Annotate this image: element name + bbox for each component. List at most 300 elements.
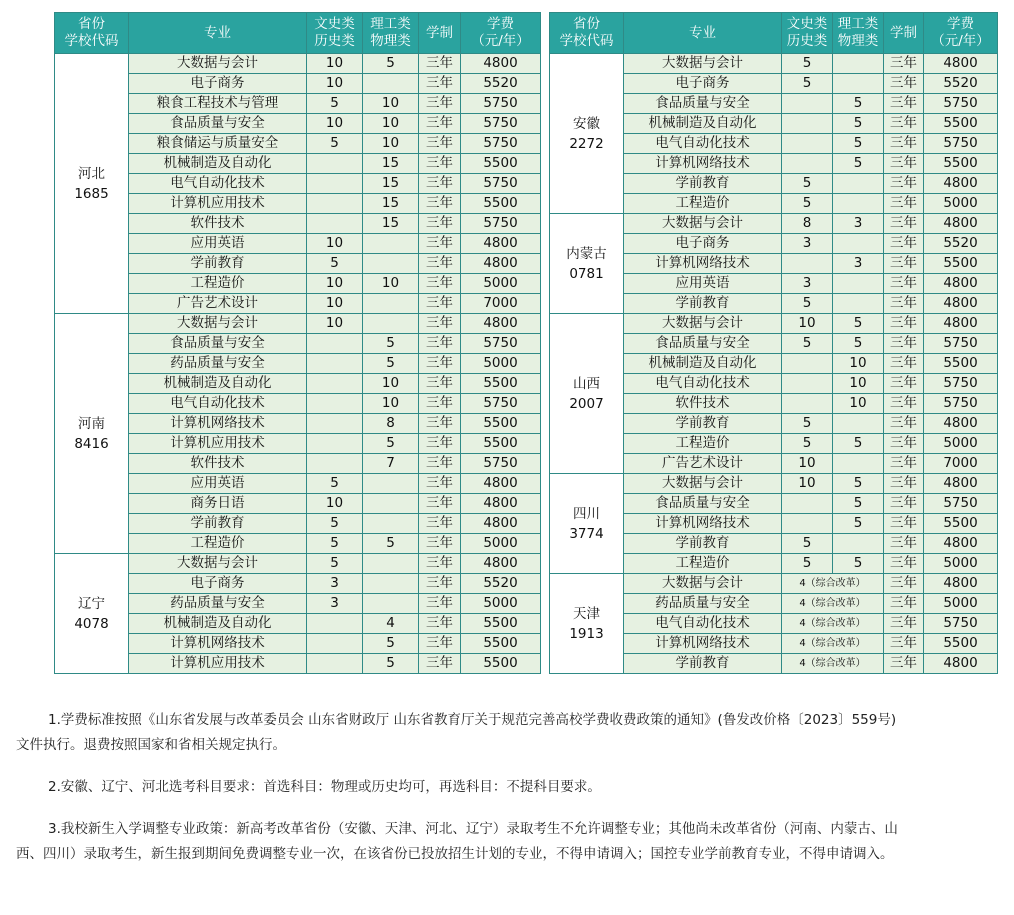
header-province: 省份 学校代码 [55,13,129,54]
major-cell: 机械制造及自动化 [624,114,782,134]
duration-cell: 三年 [884,154,924,174]
major-cell: 广告艺术设计 [624,454,782,474]
province-name: 四川 [573,505,600,522]
province-cell [55,54,129,314]
tuition-cell: 4800 [924,474,998,494]
major-cell: 学前教育 [624,294,782,314]
major-cell: 电气自动化技术 [624,614,782,634]
tuition-cell: 4800 [924,54,998,74]
duration-cell: 三年 [419,374,461,394]
duration-cell: 三年 [419,574,461,594]
duration-cell: 三年 [419,554,461,574]
duration-cell: 三年 [884,214,924,234]
tuition-cell: 5500 [924,154,998,174]
duration-cell: 三年 [884,614,924,634]
tuition-cell: 5750 [461,334,541,354]
province-name: 天津 [573,605,600,622]
arts-quota-cell [782,354,833,374]
major-cell: 大数据与会计 [624,54,782,74]
arts-quota-cell: 10 [307,234,363,254]
duration-cell: 三年 [884,554,924,574]
tuition-cell: 5520 [924,74,998,94]
science-quota-cell [363,234,419,254]
science-quota-cell: 5 [833,134,884,154]
science-quota-cell: 10 [363,374,419,394]
duration-cell: 三年 [419,414,461,434]
major-cell: 药品质量与安全 [129,594,307,614]
major-cell: 软件技术 [129,454,307,474]
science-quota-cell: 15 [363,194,419,214]
tuition-cell: 5500 [924,114,998,134]
tuition-cell: 5500 [461,414,541,434]
tuition-cell: 5000 [924,554,998,574]
major-cell: 软件技术 [624,394,782,414]
province-cell [550,54,624,214]
major-cell: 大数据与会计 [624,574,782,594]
arts-quota-cell: 10 [307,494,363,514]
science-quota-cell [833,74,884,94]
arts-quota-cell: 5 [307,554,363,574]
major-cell: 食品质量与安全 [129,114,307,134]
major-cell: 大数据与会计 [624,314,782,334]
duration-cell: 三年 [884,114,924,134]
tuition-cell: 5750 [461,174,541,194]
major-cell: 粮食工程技术与管理 [129,94,307,114]
tuition-cell: 5520 [924,234,998,254]
major-cell: 大数据与会计 [624,214,782,234]
science-quota-cell: 5 [363,534,419,554]
tuition-cell: 5500 [461,194,541,214]
tuition-cell: 4800 [924,274,998,294]
duration-cell: 三年 [884,354,924,374]
science-quota-cell: 10 [363,94,419,114]
tuition-cell: 5000 [924,194,998,214]
arts-quota-cell: 5 [782,554,833,574]
tuition-cell: 5500 [924,634,998,654]
science-quota-cell: 4 [363,614,419,634]
science-quota-cell [363,594,419,614]
major-cell: 学前教育 [624,654,782,674]
school-code: 8416 [74,435,109,452]
province-name: 河北 [78,165,105,182]
major-cell: 机械制造及自动化 [624,354,782,374]
header-science: 理工类 物理类 [833,13,884,54]
province-name: 内蒙古 [566,245,607,262]
major-cell: 计算机网络技术 [129,634,307,654]
notes-section [16,708,901,884]
major-cell: 食品质量与安全 [129,334,307,354]
tuition-cell: 5750 [924,614,998,634]
school-code: 3774 [569,525,604,542]
quota-cell: 4（综合改革） [782,634,884,654]
science-quota-cell: 5 [363,434,419,454]
arts-quota-cell [782,114,833,134]
tuition-cell: 4800 [461,494,541,514]
duration-cell: 三年 [884,294,924,314]
province-cell [550,574,624,674]
duration-cell: 三年 [884,534,924,554]
science-quota-cell [833,234,884,254]
table-row [55,314,541,334]
tuition-cell: 4800 [924,414,998,434]
major-cell: 计算机网络技术 [624,254,782,274]
arts-quota-cell [782,94,833,114]
arts-quota-cell: 5 [782,434,833,454]
science-quota-cell [363,474,419,494]
header-arts: 文史类 历史类 [307,13,363,54]
note-tuition-standard: 1.学费标准按照《山东省发展与改革委员会 山东省财政厅 山东省教育厅关于规范完善高校学费收费政策的通知》(鲁发改价格〔2023〕559号)文件执行。退费按照国家和省相关规定执行。 [16,712,897,753]
duration-cell: 三年 [884,174,924,194]
duration-cell: 三年 [884,274,924,294]
arts-quota-cell: 10 [307,314,363,334]
arts-quota-cell [307,394,363,414]
duration-cell: 三年 [419,534,461,554]
arts-quota-cell [307,374,363,394]
tuition-cell: 4800 [924,574,998,594]
major-cell: 工程造价 [129,534,307,554]
tuition-cell: 5750 [924,374,998,394]
duration-cell: 三年 [884,494,924,514]
arts-quota-cell: 5 [307,94,363,114]
duration-cell: 三年 [419,114,461,134]
science-quota-cell [363,294,419,314]
major-cell: 机械制造及自动化 [129,614,307,634]
arts-quota-cell: 3 [782,274,833,294]
table-row [550,314,998,334]
arts-quota-cell: 3 [307,574,363,594]
science-quota-cell [363,494,419,514]
arts-quota-cell [782,374,833,394]
tuition-cell: 5750 [461,454,541,474]
duration-cell: 三年 [884,54,924,74]
tuition-cell: 5750 [461,394,541,414]
science-quota-cell [833,194,884,214]
science-quota-cell [833,454,884,474]
duration-cell: 三年 [419,214,461,234]
major-cell: 大数据与会计 [129,314,307,334]
science-quota-cell: 10 [833,374,884,394]
tuition-cell: 5500 [461,154,541,174]
duration-cell: 三年 [884,574,924,594]
major-cell: 电气自动化技术 [129,174,307,194]
arts-quota-cell [307,454,363,474]
major-cell: 电子商务 [624,74,782,94]
science-quota-cell: 10 [363,274,419,294]
province-cell [550,314,624,474]
science-quota-cell [833,414,884,434]
arts-quota-cell [782,154,833,174]
science-quota-cell: 5 [833,434,884,454]
arts-quota-cell: 5 [307,474,363,494]
table-row [550,474,998,494]
header-major: 专业 [624,13,782,54]
major-cell: 食品质量与安全 [624,94,782,114]
major-cell: 机械制造及自动化 [129,374,307,394]
major-cell: 学前教育 [129,514,307,534]
enrollment-table-right [549,12,998,674]
tuition-cell: 4800 [924,654,998,674]
header-duration: 学制 [884,13,924,54]
duration-cell: 三年 [419,634,461,654]
province-name: 辽宁 [78,595,105,612]
duration-cell: 三年 [884,134,924,154]
left-table-body [55,54,541,674]
arts-quota-cell [307,414,363,434]
science-quota-cell: 5 [363,334,419,354]
tuition-cell: 7000 [924,454,998,474]
science-quota-cell [833,174,884,194]
major-cell: 商务日语 [129,494,307,514]
science-quota-cell: 3 [833,214,884,234]
duration-cell: 三年 [884,454,924,474]
science-quota-cell [363,514,419,534]
duration-cell: 三年 [884,194,924,214]
province-name: 山西 [573,375,600,392]
quota-cell: 4（综合改革） [782,574,884,594]
school-code: 4078 [74,615,109,632]
major-cell: 电气自动化技术 [624,134,782,154]
arts-quota-cell [307,154,363,174]
major-cell: 工程造价 [129,274,307,294]
duration-cell: 三年 [884,634,924,654]
quota-cell: 4（综合改革） [782,614,884,634]
arts-quota-cell [307,434,363,454]
duration-cell: 三年 [419,134,461,154]
duration-cell: 三年 [884,514,924,534]
arts-quota-cell: 8 [782,214,833,234]
major-cell: 工程造价 [624,434,782,454]
header-tuition: 学费 （元/年） [924,13,998,54]
province-cell [550,474,624,574]
major-cell: 电气自动化技术 [624,374,782,394]
science-quota-cell: 10 [833,394,884,414]
duration-cell: 三年 [884,654,924,674]
tuition-cell: 5500 [461,614,541,634]
tuition-cell: 4800 [461,474,541,494]
major-cell: 学前教育 [129,254,307,274]
tuition-cell: 5000 [461,594,541,614]
arts-quota-cell: 10 [307,294,363,314]
tuition-cell: 5000 [461,274,541,294]
science-quota-cell [363,554,419,574]
major-cell: 药品质量与安全 [624,594,782,614]
header-arts: 文史类 历史类 [782,13,833,54]
duration-cell: 三年 [884,374,924,394]
arts-quota-cell: 5 [782,534,833,554]
major-cell: 大数据与会计 [624,474,782,494]
major-cell: 广告艺术设计 [129,294,307,314]
header-science: 理工类 物理类 [363,13,419,54]
tuition-cell: 4800 [461,554,541,574]
duration-cell: 三年 [419,94,461,114]
arts-quota-cell: 5 [782,54,833,74]
duration-cell: 三年 [419,594,461,614]
quota-cell: 4（综合改革） [782,654,884,674]
major-cell: 工程造价 [624,194,782,214]
duration-cell: 三年 [419,274,461,294]
duration-cell: 三年 [884,434,924,454]
duration-cell: 三年 [419,514,461,534]
arts-quota-cell: 10 [307,54,363,74]
science-quota-cell: 10 [363,394,419,414]
major-cell: 药品质量与安全 [129,354,307,374]
duration-cell: 三年 [419,614,461,634]
school-code: 2272 [569,135,604,152]
header-major: 专业 [129,13,307,54]
science-quota-cell [363,314,419,334]
arts-quota-cell [307,334,363,354]
major-cell: 机械制造及自动化 [129,154,307,174]
major-cell: 大数据与会计 [129,554,307,574]
science-quota-cell: 15 [363,154,419,174]
tuition-cell: 5750 [924,134,998,154]
tuition-cell: 5000 [461,534,541,554]
arts-quota-cell: 10 [307,274,363,294]
science-quota-cell: 10 [363,114,419,134]
science-quota-cell: 5 [833,114,884,134]
major-cell: 大数据与会计 [129,54,307,74]
major-cell: 电子商务 [129,574,307,594]
major-cell: 计算机网络技术 [624,634,782,654]
major-cell: 粮食储运与质量安全 [129,134,307,154]
major-cell: 电气自动化技术 [129,394,307,414]
science-quota-cell [363,74,419,94]
duration-cell: 三年 [419,494,461,514]
arts-quota-cell: 10 [782,314,833,334]
major-cell: 应用英语 [624,274,782,294]
tuition-cell: 5500 [924,254,998,274]
major-cell: 计算机应用技术 [129,654,307,674]
tuition-cell: 5500 [461,434,541,454]
right-table-body [550,54,998,674]
school-code: 0781 [569,265,604,282]
duration-cell: 三年 [884,394,924,414]
science-quota-cell: 5 [833,554,884,574]
arts-quota-cell [782,514,833,534]
science-quota-cell: 5 [363,634,419,654]
table-row [55,54,541,74]
arts-quota-cell [307,634,363,654]
tuition-cell: 5500 [461,634,541,654]
science-quota-cell: 5 [833,154,884,174]
arts-quota-cell [307,614,363,634]
science-quota-cell: 3 [833,254,884,274]
arts-quota-cell [307,214,363,234]
science-quota-cell: 5 [363,654,419,674]
tuition-cell: 4800 [924,174,998,194]
note-subject-requirements: 2.安徽、辽宁、河北选考科目要求：首选科目：物理或历史均可，再选科目：不提科目要求。 [48,779,601,795]
duration-cell: 三年 [884,94,924,114]
arts-quota-cell [782,394,833,414]
school-code: 1685 [74,185,109,202]
science-quota-cell: 7 [363,454,419,474]
tuition-cell: 5500 [461,654,541,674]
science-quota-cell: 5 [833,514,884,534]
tuition-cell: 5750 [924,94,998,114]
header-province: 省份 学校代码 [550,13,624,54]
province-cell [55,554,129,674]
science-quota-cell: 10 [833,354,884,374]
duration-cell: 三年 [884,474,924,494]
tuition-cell: 7000 [461,294,541,314]
arts-quota-cell: 5 [307,134,363,154]
arts-quota-cell [782,254,833,274]
arts-quota-cell: 10 [782,454,833,474]
science-quota-cell: 5 [833,314,884,334]
duration-cell: 三年 [419,454,461,474]
arts-quota-cell: 5 [782,74,833,94]
major-cell: 软件技术 [129,214,307,234]
science-quota-cell: 5 [833,474,884,494]
quota-cell: 4（综合改革） [782,594,884,614]
arts-quota-cell: 5 [782,294,833,314]
tuition-cell: 5750 [924,494,998,514]
science-quota-cell: 15 [363,174,419,194]
duration-cell: 三年 [884,254,924,274]
tuition-cell: 5750 [461,214,541,234]
tuition-cell: 4800 [924,294,998,314]
tuition-cell: 5750 [461,134,541,154]
science-quota-cell: 5 [833,494,884,514]
tuition-cell: 5500 [924,514,998,534]
tuition-cell: 5750 [924,334,998,354]
tuition-cell: 5520 [461,74,541,94]
major-cell: 应用英语 [129,474,307,494]
major-cell: 食品质量与安全 [624,494,782,514]
tuition-cell: 4800 [924,214,998,234]
science-quota-cell [363,574,419,594]
science-quota-cell: 10 [363,134,419,154]
science-quota-cell: 8 [363,414,419,434]
arts-quota-cell [307,174,363,194]
duration-cell: 三年 [419,434,461,454]
arts-quota-cell: 5 [782,334,833,354]
tuition-cell: 5750 [461,94,541,114]
major-cell: 电子商务 [129,74,307,94]
science-quota-cell: 5 [363,54,419,74]
duration-cell: 三年 [419,54,461,74]
tuition-cell: 4800 [461,514,541,534]
arts-quota-cell: 3 [307,594,363,614]
tuition-cell: 5500 [924,354,998,374]
major-cell: 学前教育 [624,414,782,434]
tuition-cell: 5750 [924,394,998,414]
duration-cell: 三年 [419,354,461,374]
tuition-cell: 4800 [461,314,541,334]
major-cell: 工程造价 [624,554,782,574]
duration-cell: 三年 [419,474,461,494]
duration-cell: 三年 [419,314,461,334]
arts-quota-cell [782,134,833,154]
major-cell: 食品质量与安全 [624,334,782,354]
duration-cell: 三年 [884,234,924,254]
table-row [550,214,998,234]
duration-cell: 三年 [419,234,461,254]
major-cell: 计算机应用技术 [129,194,307,214]
tuition-cell: 5000 [461,354,541,374]
tuition-cell: 4800 [461,254,541,274]
arts-quota-cell [307,654,363,674]
duration-cell: 三年 [884,334,924,354]
tuition-cell: 4800 [461,54,541,74]
major-cell: 电子商务 [624,234,782,254]
science-quota-cell [833,294,884,314]
major-cell: 学前教育 [624,174,782,194]
province-name: 安徽 [573,115,600,132]
arts-quota-cell: 10 [782,474,833,494]
tuition-cell: 4800 [924,314,998,334]
science-quota-cell: 5 [833,94,884,114]
